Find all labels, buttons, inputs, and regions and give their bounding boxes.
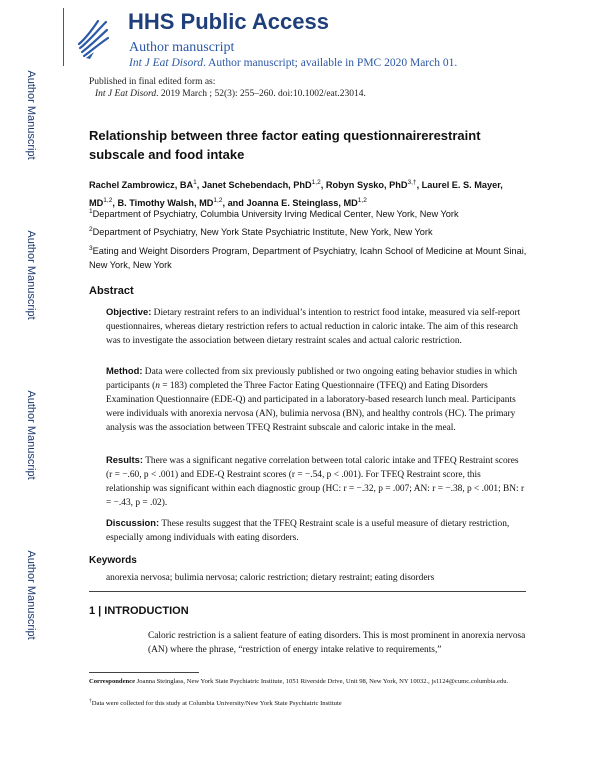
abstract-discussion: Discussion: These results suggest that the TFEQ Restraint scale is a useful measure of dietary restriction, especially among individuals with eating disorders. bbox=[106, 517, 510, 543]
author-list: Rachel Zambrowicz, $BA^1$, Janet Schebendach, PhD$^{1,2}$, Robyn Sysko, PhD$^{3,\dagger}$, Laurel E. S. Mayer, MD$^{1,2}$, B. Timothy Walsh, MD$^{1,2}$, and Joanna E. Steinglass, MD$^{1,2}$ bbox=[89, 179, 503, 209]
author-affiliation-marker: 3,† bbox=[407, 179, 417, 186]
affiliation-2: $^2$Department of Psychiatry, New York State Psychiatric Institute, New York, New York bbox=[89, 226, 433, 238]
availability-note bbox=[129, 57, 457, 69]
author-name: B. Timothy Walsh, MD bbox=[117, 198, 214, 209]
sidebar-label-2: Author Manuscript bbox=[25, 230, 37, 320]
section-divider bbox=[89, 591, 526, 592]
introduction-paragraph: Caloric restriction is a salient feature of eating disorders. This is most prominent in anorexia nervosa (AN) where the phrase, “restriction of energy intake relative to requirements,” bbox=[148, 631, 526, 655]
author-name: Joanna E. Steinglass, MD bbox=[246, 198, 358, 209]
affiliation-3: $^3$Eating and Weight Disorders Program, Department of Psychiatry, Icahn School of Medicine at Mount Sinai, New York, New York bbox=[89, 245, 527, 271]
hhs-eagle-logo-icon bbox=[76, 18, 110, 60]
author-name: Laurel E. S. Mayer, MD bbox=[89, 180, 503, 209]
abstract-objective: Objective: Dietary restraint refers to an individual’s intention to restrict food intake, measured via self-report questionnaires, whereas dietary restriction refers to actual reduction in caloric intake. The aim of this research was to investigate the association between dietary restraint scales and actual caloric restriction. bbox=[106, 306, 521, 346]
journal-name: Int J Eat Disord bbox=[129, 57, 203, 69]
header-divider bbox=[63, 8, 64, 66]
results-label: Results: bbox=[106, 454, 143, 465]
footnote-divider bbox=[89, 672, 199, 673]
method-label: Method: bbox=[106, 365, 143, 376]
introduction-heading: 1 | INTRODUCTION bbox=[89, 605, 189, 617]
citation-journal: Int J Eat Disord bbox=[95, 89, 157, 99]
article-title: Relationship between three factor eating questionnairerestraint subscale and food intake bbox=[89, 128, 481, 162]
author-name: Robyn Sysko, PhD bbox=[325, 180, 408, 191]
author-affiliation-marker: 1,2 bbox=[213, 197, 223, 205]
author-affiliation-marker: 1,2 bbox=[103, 197, 113, 205]
objective-label: Objective: bbox=[106, 306, 152, 317]
publication-line: Published in final edited form as: bbox=[89, 77, 216, 87]
sidebar-label-3: Author Manuscript bbox=[25, 390, 37, 480]
author-manuscript-sidebar bbox=[0, 0, 64, 776]
citation-text: . 2019 March ; 52(3): 255–260. doi:10.1002/eat.23014. bbox=[156, 89, 366, 99]
author-affiliation-marker: 1 bbox=[193, 179, 197, 186]
keywords-list: anorexia nervosa; bulimia nervosa; caloric restriction; dietary restraint; eating disorders bbox=[106, 573, 435, 583]
abstract-method: Method: Data were collected from six previously published or two ongoing eating behavior studies in which participants (n = 183) completed the Three Factor Eating Questionnaire (TFEQ) and Eating Disorders Examination Questionnaire (EDE-Q) and participated in a laboratory-based research lunch meal. Participants were individuals with anorexia nervosa (AN), bulimia nervosa (BN), and healthy controls (HC). The primary analysis was the association between TFEQ Restraint subscale and caloric intake in the meal. bbox=[106, 365, 518, 433]
abstract-heading: Abstract bbox=[89, 285, 134, 297]
availability-text: . Author manuscript; available in PMC 2020 March 01. bbox=[203, 57, 458, 69]
correspondence-label: Correspondence bbox=[89, 678, 136, 685]
abstract-results: Results: There was a significant negative correlation between total caloric intake and TFEQ Restraint scores (r = −.60, p < .001) and EDE-Q Restraint scores (r = −.54, p < .001). For TFEQ Restraint score, this relationship was significant within each diagnostic group (HC: r = −.32, p = .007; AN: r = −.38, p < .001; BN: r = −.43, p = .02). bbox=[106, 454, 525, 508]
author-affiliation-marker: 1,2 bbox=[311, 179, 321, 186]
sidebar-label-4: Author Manuscript bbox=[25, 550, 37, 640]
author-manuscript-subtitle: Author manuscript bbox=[129, 40, 235, 55]
author-affiliation-marker: 1,2 bbox=[357, 197, 367, 205]
affiliation-1: $^1$Department of Psychiatry, Columbia University Irving Medical Center, New York, New York bbox=[89, 208, 459, 220]
author-name: Janet Schebendach, PhD bbox=[201, 180, 312, 191]
hhs-public-access-title: HHS Public Access bbox=[128, 9, 329, 34]
discussion-label: Discussion: bbox=[106, 517, 160, 528]
sidebar-label-1: Author Manuscript bbox=[25, 70, 37, 160]
publication-info bbox=[89, 76, 366, 100]
author-name: Rachel Zambrowicz, BA bbox=[89, 180, 194, 191]
citation-line bbox=[89, 88, 366, 100]
keywords-heading: Keywords bbox=[89, 555, 137, 566]
dagger-footnote: †Data were collected for this study at Columbia University/New York State Psychiatric Institute bbox=[89, 698, 342, 708]
correspondence-footnote: Correspondence Joanna Steinglass, New York State Psychiatric Institute, 1051 Riverside Drive, Unit 98, New York, NY 10032., js1124@cumc.columbia.edu. bbox=[89, 678, 509, 685]
